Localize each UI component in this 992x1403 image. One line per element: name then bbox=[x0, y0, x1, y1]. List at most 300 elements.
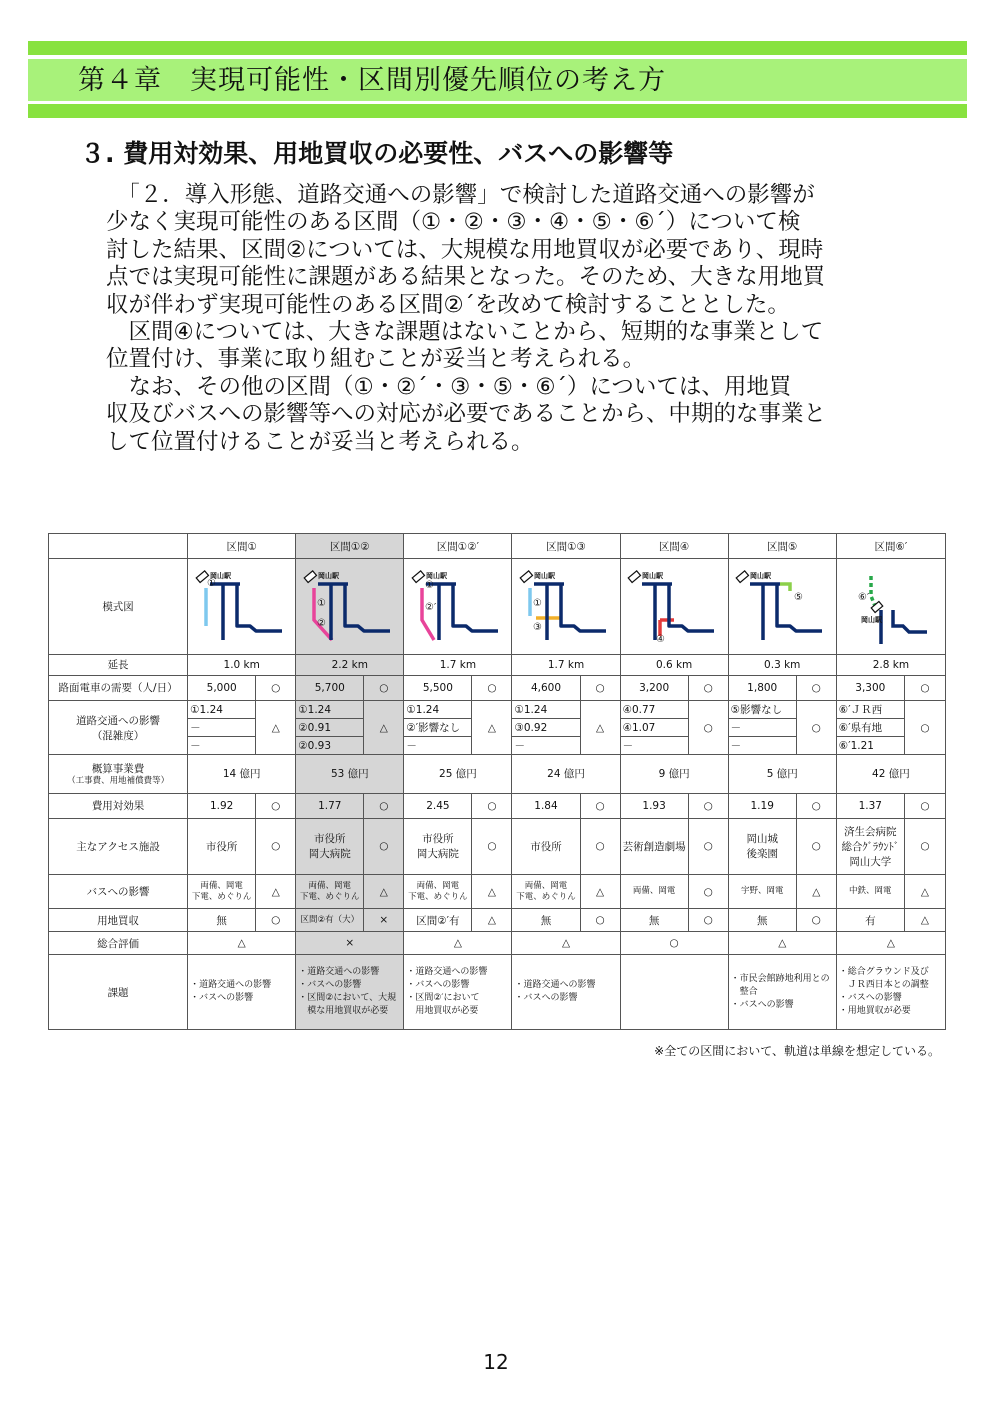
traffic-text: － bbox=[406, 740, 417, 753]
effect-value bbox=[404, 793, 472, 818]
mark-text: × bbox=[345, 937, 355, 950]
overall-mark bbox=[296, 932, 404, 955]
section-number-label: ① bbox=[424, 580, 434, 592]
bus-value bbox=[836, 874, 904, 908]
access-mark bbox=[796, 818, 836, 874]
effect-mark bbox=[472, 793, 512, 818]
row-label-text: （工事費、用地補償費等） bbox=[67, 775, 170, 786]
row-label-effect bbox=[49, 793, 188, 818]
row-label-demand bbox=[49, 675, 188, 700]
mark-text: ○ bbox=[669, 937, 679, 950]
bus-value bbox=[188, 874, 256, 908]
section-number-label: ③ bbox=[533, 622, 542, 634]
mark-text: ○ bbox=[595, 914, 605, 927]
length-value bbox=[620, 654, 728, 675]
demand-mark bbox=[904, 675, 945, 700]
mark-text: △ bbox=[453, 937, 462, 950]
cost-text: 53 億円 bbox=[330, 768, 369, 781]
section-number-label: ②′ bbox=[424, 602, 437, 614]
traffic-text: ⑤影響なし bbox=[730, 704, 783, 717]
access-line: 市役所 bbox=[314, 833, 346, 846]
mark-text: ○ bbox=[703, 799, 713, 812]
mark-text: ○ bbox=[595, 840, 605, 853]
land-value bbox=[296, 909, 364, 932]
traffic-value bbox=[404, 737, 472, 755]
traffic-text: － bbox=[730, 722, 742, 735]
column-header bbox=[296, 534, 404, 559]
traffic-value bbox=[836, 737, 904, 755]
cost-value bbox=[188, 755, 296, 793]
issue-line: ・用地買収が必要 bbox=[838, 1006, 911, 1017]
bus-value bbox=[404, 874, 472, 908]
mark-text: △ bbox=[886, 937, 895, 950]
access-line: 市役所 bbox=[205, 840, 238, 853]
traffic-value bbox=[512, 700, 580, 718]
bus-line: 宇野、岡電 bbox=[740, 886, 784, 897]
access-value bbox=[188, 818, 256, 874]
schematic-diagram bbox=[841, 564, 941, 648]
mark-text: △ bbox=[920, 885, 929, 898]
access-value bbox=[512, 818, 580, 874]
mark-text: △ bbox=[596, 885, 605, 898]
column-header-label: 区間⑥′ bbox=[874, 540, 908, 553]
effect-value bbox=[620, 793, 688, 818]
access-line: 芸術創造劇場 bbox=[622, 840, 686, 853]
bus-line: 両備、岡電 bbox=[200, 880, 243, 891]
section-number-label: ① bbox=[206, 578, 216, 590]
mark-text: ○ bbox=[379, 840, 389, 853]
page-number: 12 bbox=[483, 1350, 509, 1374]
traffic-value bbox=[836, 700, 904, 718]
effect-mark bbox=[688, 793, 728, 818]
effect-text: 1.37 bbox=[858, 799, 882, 812]
bus-line: 両備、岡電 bbox=[632, 886, 676, 897]
demand-text: 5,500 bbox=[422, 681, 453, 694]
access-line: 岡大病院 bbox=[308, 848, 351, 861]
cost-text: 5 億円 bbox=[766, 768, 798, 781]
mark-text: ○ bbox=[595, 681, 605, 694]
schematic-diagram bbox=[300, 564, 400, 648]
access-value bbox=[728, 818, 796, 874]
mark-text: ○ bbox=[811, 681, 821, 694]
issue-line: ・道路交通への影響 bbox=[406, 967, 488, 978]
mark-text: △ bbox=[778, 937, 787, 950]
demand-value bbox=[296, 675, 364, 700]
issues-cell bbox=[404, 955, 512, 1030]
access-value bbox=[620, 818, 688, 874]
traffic-value bbox=[296, 719, 364, 737]
access-line: 岡山大学 bbox=[849, 855, 892, 868]
issue-line: ・区間②において、大規 bbox=[298, 993, 397, 1004]
land-mark bbox=[688, 909, 728, 932]
issue-line: ・バスへの影響 bbox=[730, 999, 794, 1010]
traffic-text: － bbox=[190, 722, 201, 735]
row-label-text: 課題 bbox=[107, 986, 129, 999]
paragraph-line: 点では実現可能性に課題がある結果となった。そのため、大きな用地買 bbox=[106, 264, 826, 291]
bus-value bbox=[296, 874, 364, 908]
column-header bbox=[404, 534, 512, 559]
traffic-text: ⑥′県有地 bbox=[838, 722, 883, 735]
land-value bbox=[512, 909, 580, 932]
access-mark bbox=[904, 818, 945, 874]
row-label-bus bbox=[49, 874, 188, 908]
section-line bbox=[780, 584, 790, 591]
bus-mark bbox=[256, 874, 296, 908]
mark-text: × bbox=[379, 914, 389, 927]
bus-line: 下電、めぐりん bbox=[300, 891, 360, 902]
traffic-value bbox=[620, 737, 688, 755]
issue-line: ・バスへの影響 bbox=[298, 980, 362, 991]
section-number-label: ④ bbox=[656, 634, 666, 646]
traffic-text: ④1.07 bbox=[622, 721, 656, 734]
traffic-value bbox=[188, 700, 256, 718]
track-line bbox=[881, 610, 927, 644]
mark-text: △ bbox=[812, 885, 821, 898]
bus-line: 下電、めぐりん bbox=[516, 891, 576, 902]
paragraph-line: 収及びバスへの影響等への対応が必要であることから、中期的な事業と bbox=[106, 401, 827, 428]
section-number-label: ① bbox=[316, 598, 326, 610]
row-label-text: バスへの影響 bbox=[86, 886, 150, 899]
bus-mark bbox=[364, 874, 404, 908]
paragraph-line: 討した結果、区間②については、大規模な用地買収が必要であり、現時 bbox=[106, 236, 824, 263]
mark-text: ○ bbox=[811, 799, 821, 812]
cost-text: 24 億円 bbox=[547, 768, 585, 781]
land-text: 無 bbox=[648, 914, 660, 927]
land-mark bbox=[904, 909, 945, 932]
traffic-value bbox=[836, 719, 904, 737]
mark-text: △ bbox=[487, 885, 496, 898]
effect-value bbox=[188, 793, 256, 818]
mark-text: ○ bbox=[920, 840, 930, 853]
station-label: 岡山駅 bbox=[209, 572, 231, 581]
mark-text: ○ bbox=[811, 840, 821, 853]
effect-text: 2.45 bbox=[426, 799, 450, 812]
footnote: ※全ての区間において、軌道は単線を想定している。 bbox=[654, 1044, 940, 1058]
cost-text: 42 億円 bbox=[872, 768, 910, 781]
traffic-value bbox=[404, 719, 472, 737]
mark-text: ○ bbox=[703, 840, 713, 853]
land-value bbox=[728, 909, 796, 932]
access-line: 市役所 bbox=[422, 833, 454, 846]
row-label-length bbox=[49, 654, 188, 675]
issue-line: ・道路交通への影響 bbox=[298, 967, 380, 978]
column-header-label: 区間①②′ bbox=[436, 540, 480, 553]
schematic-cell bbox=[512, 559, 620, 655]
issue-line: ・総合グラウンド及び bbox=[838, 967, 929, 978]
section-number-label: ⑥′ bbox=[857, 592, 870, 604]
land-text: 無 bbox=[540, 914, 552, 927]
schematic-cell bbox=[836, 559, 945, 655]
demand-value bbox=[836, 675, 904, 700]
overall-mark bbox=[188, 932, 296, 955]
demand-text: 3,300 bbox=[855, 681, 886, 694]
evaluation-table bbox=[48, 533, 946, 1030]
effect-value bbox=[728, 793, 796, 818]
length-text: 1.7 km bbox=[439, 658, 477, 671]
demand-value bbox=[620, 675, 688, 700]
issue-line: ・区間②′において bbox=[406, 993, 480, 1004]
row-label-access bbox=[49, 818, 188, 874]
effect-mark bbox=[580, 793, 620, 818]
row-label-text: 用地買収 bbox=[97, 914, 140, 927]
mark-text: ○ bbox=[487, 840, 497, 853]
section-line bbox=[871, 576, 875, 606]
demand-mark bbox=[688, 675, 728, 700]
mark-text: △ bbox=[237, 937, 246, 950]
length-text: 1.0 km bbox=[223, 658, 260, 671]
mark-text: ○ bbox=[703, 721, 713, 734]
bus-line: 中鉄、岡電 bbox=[849, 886, 892, 897]
overall-mark bbox=[620, 932, 728, 955]
cost-value bbox=[620, 755, 728, 793]
length-value bbox=[512, 654, 620, 675]
station-label: 岡山駅 bbox=[860, 616, 882, 625]
issue-line: ・バスへの影響 bbox=[514, 993, 578, 1004]
station-label: 岡山駅 bbox=[317, 572, 339, 581]
bus-mark bbox=[688, 874, 728, 908]
traffic-text: ⑥′ＪＲ西 bbox=[838, 704, 883, 717]
land-text: 区間②有（大） bbox=[300, 914, 360, 925]
mark-text: ○ bbox=[487, 681, 497, 694]
section-title: ３. 費用対効果、用地買収の必要性、バスへの影響等 bbox=[80, 139, 674, 168]
length-text: 0.3 km bbox=[764, 658, 801, 671]
column-header-label: 区間①② bbox=[329, 540, 370, 553]
row-label-text: 延長 bbox=[107, 659, 129, 672]
issues-cell bbox=[512, 955, 620, 1030]
station-label: 岡山駅 bbox=[750, 572, 772, 581]
issue-line: ＪＲ西日本との調整 bbox=[838, 980, 929, 991]
demand-value bbox=[512, 675, 580, 700]
issue-line: 模な用地買収が必要 bbox=[298, 1006, 389, 1017]
land-mark bbox=[580, 909, 620, 932]
station-icon bbox=[412, 571, 424, 583]
traffic-text: － bbox=[622, 740, 634, 753]
effect-mark bbox=[904, 793, 945, 818]
track-line bbox=[750, 584, 822, 640]
effect-value bbox=[512, 793, 580, 818]
schematic-cell bbox=[620, 559, 728, 655]
traffic-value bbox=[728, 719, 796, 737]
traffic-value bbox=[620, 719, 688, 737]
schematic-cell bbox=[296, 559, 404, 655]
column-header bbox=[188, 534, 296, 559]
traffic-mark bbox=[256, 700, 296, 754]
cost-text: 25 億円 bbox=[439, 768, 477, 781]
demand-value bbox=[728, 675, 796, 700]
demand-mark bbox=[472, 675, 512, 700]
effect-value bbox=[296, 793, 364, 818]
traffic-mark bbox=[688, 700, 728, 754]
access-line: 岡山城 bbox=[746, 833, 778, 846]
traffic-mark bbox=[904, 700, 945, 754]
traffic-text: ②0.91 bbox=[298, 721, 332, 734]
traffic-text: － bbox=[514, 740, 525, 753]
issue-line: ・バスへの影響 bbox=[838, 993, 902, 1004]
traffic-text: － bbox=[190, 740, 201, 753]
issues-cell bbox=[296, 955, 404, 1030]
row-label-text: 総合評価 bbox=[97, 937, 140, 950]
mark-text: ○ bbox=[271, 799, 281, 812]
land-mark bbox=[256, 909, 296, 932]
paragraph-line: して位置付けることが妥当と考えられる。 bbox=[106, 428, 534, 455]
demand-value bbox=[188, 675, 256, 700]
issue-line: ・バスへの影響 bbox=[406, 980, 470, 991]
access-value bbox=[404, 818, 472, 874]
length-value bbox=[188, 654, 296, 675]
bus-value bbox=[512, 874, 580, 908]
bus-mark bbox=[796, 874, 836, 908]
effect-mark bbox=[256, 793, 296, 818]
schematic-diagram bbox=[516, 564, 616, 648]
issues-cell bbox=[836, 955, 945, 1030]
length-text: 0.6 km bbox=[655, 658, 693, 671]
paragraph-line: 収が伴わず実現可能性のある区間②´を改めて検討することとした。 bbox=[106, 291, 790, 318]
length-text: 2.2 km bbox=[331, 658, 368, 671]
effect-mark bbox=[796, 793, 836, 818]
length-value bbox=[728, 654, 836, 675]
section-line bbox=[422, 588, 434, 640]
issue-line: ・バスへの影響 bbox=[190, 993, 254, 1004]
bus-mark bbox=[472, 874, 512, 908]
land-value bbox=[188, 909, 256, 932]
length-value bbox=[296, 654, 404, 675]
access-mark bbox=[364, 818, 404, 874]
traffic-value bbox=[404, 700, 472, 718]
mark-text: △ bbox=[487, 721, 496, 734]
effect-text: 1.92 bbox=[209, 799, 234, 812]
chapter-title: 第４章 実現可能性・区間別優先順位の考え方 bbox=[78, 65, 666, 96]
traffic-mark bbox=[580, 700, 620, 754]
demand-mark bbox=[580, 675, 620, 700]
track-line bbox=[318, 584, 390, 640]
traffic-value bbox=[512, 719, 580, 737]
mark-text: ○ bbox=[920, 799, 930, 812]
overall-mark bbox=[512, 932, 620, 955]
traffic-value bbox=[728, 700, 796, 718]
mark-text: ○ bbox=[379, 799, 389, 812]
mark-text: ○ bbox=[920, 681, 930, 694]
mark-text: △ bbox=[379, 721, 388, 734]
overall-mark bbox=[404, 932, 512, 955]
mark-text: ○ bbox=[487, 799, 497, 812]
access-line: 岡大病院 bbox=[416, 848, 459, 861]
section-number-label: ② bbox=[316, 618, 326, 630]
row-label-text: 模式図 bbox=[102, 600, 134, 613]
mark-text: ○ bbox=[703, 681, 713, 694]
mark-text: ○ bbox=[595, 799, 605, 812]
traffic-text: ①1.24 bbox=[514, 703, 548, 716]
corner-cell bbox=[49, 534, 188, 559]
issues-cell bbox=[728, 955, 836, 1030]
bus-value bbox=[728, 874, 796, 908]
demand-mark bbox=[364, 675, 404, 700]
schematic-diagram bbox=[192, 564, 292, 648]
effect-text: 1.77 bbox=[318, 799, 342, 812]
section-number-label: ⑤ bbox=[794, 592, 804, 604]
body-text bbox=[106, 182, 896, 456]
cost-value bbox=[404, 755, 512, 793]
cost-value bbox=[296, 755, 404, 793]
schematic-cell bbox=[728, 559, 836, 655]
paragraph-line: 少なく実現可能性のある区間（①・②・③・④・⑤・⑥´）について検 bbox=[106, 209, 801, 236]
traffic-value bbox=[296, 737, 364, 755]
mark-text: ○ bbox=[271, 681, 281, 694]
track-line bbox=[534, 584, 606, 640]
land-mark bbox=[364, 909, 404, 932]
paragraph-line: 位置付け、事業に取り組むことが妥当と考えられる。 bbox=[106, 346, 646, 373]
traffic-text: ①1.24 bbox=[190, 703, 223, 716]
row-label-text: 概算事業費 bbox=[91, 762, 145, 775]
mark-text: △ bbox=[379, 885, 388, 898]
demand-mark bbox=[256, 675, 296, 700]
issues-cell bbox=[188, 955, 296, 1030]
traffic-text: ①1.24 bbox=[298, 703, 332, 716]
bus-mark bbox=[580, 874, 620, 908]
row-label-text: 道路交通への影響 bbox=[76, 714, 161, 727]
length-text: 1.7 km bbox=[547, 658, 585, 671]
demand-text: 1,800 bbox=[747, 681, 778, 694]
access-value bbox=[296, 818, 364, 874]
station-label: 岡山駅 bbox=[425, 572, 447, 581]
land-text: 区間②′有 bbox=[416, 914, 460, 927]
traffic-value bbox=[188, 719, 256, 737]
traffic-text: ④0.77 bbox=[622, 703, 656, 716]
row-label-text: 主なアクセス施設 bbox=[76, 840, 160, 853]
traffic-value bbox=[728, 737, 796, 755]
issue-line: 整合 bbox=[730, 986, 758, 997]
cost-text: 14 億円 bbox=[222, 768, 261, 781]
length-value bbox=[836, 654, 945, 675]
effect-text: 1.84 bbox=[534, 799, 558, 812]
bus-mark bbox=[904, 874, 945, 908]
mark-text: △ bbox=[561, 937, 571, 950]
station-label: 岡山駅 bbox=[642, 572, 664, 581]
traffic-mark bbox=[472, 700, 512, 754]
access-line: 済生会病院 bbox=[844, 825, 897, 838]
traffic-text: ①1.24 bbox=[406, 703, 440, 716]
section-number-label: ① bbox=[533, 598, 542, 610]
length-value bbox=[404, 654, 512, 675]
traffic-value bbox=[296, 700, 364, 718]
land-text: 無 bbox=[216, 914, 227, 927]
mark-text: △ bbox=[271, 885, 280, 898]
access-mark bbox=[256, 818, 296, 874]
traffic-mark bbox=[796, 700, 836, 754]
demand-text: 5,000 bbox=[206, 681, 237, 694]
land-text: 有 bbox=[865, 914, 876, 927]
cost-value bbox=[836, 755, 945, 793]
issue-line: ・道路交通への影響 bbox=[190, 980, 272, 991]
issues-cell bbox=[620, 955, 728, 1030]
effect-value bbox=[836, 793, 904, 818]
land-mark bbox=[796, 909, 836, 932]
schematic-cell bbox=[404, 559, 512, 655]
mark-text: ○ bbox=[379, 681, 389, 694]
issue-line: ・市民会館跡地利用との bbox=[730, 973, 830, 984]
station-label: 岡山駅 bbox=[534, 572, 555, 581]
traffic-mark bbox=[364, 700, 404, 754]
cost-value bbox=[728, 755, 836, 793]
header-band-bottom bbox=[28, 104, 967, 118]
traffic-value bbox=[188, 737, 256, 755]
track-line bbox=[642, 584, 714, 640]
land-value bbox=[404, 909, 472, 932]
effect-text: 1.93 bbox=[642, 799, 666, 812]
column-header-label: 区間⑤ bbox=[767, 540, 798, 553]
land-mark bbox=[472, 909, 512, 932]
access-mark bbox=[580, 818, 620, 874]
demand-text: 5,700 bbox=[314, 681, 345, 694]
